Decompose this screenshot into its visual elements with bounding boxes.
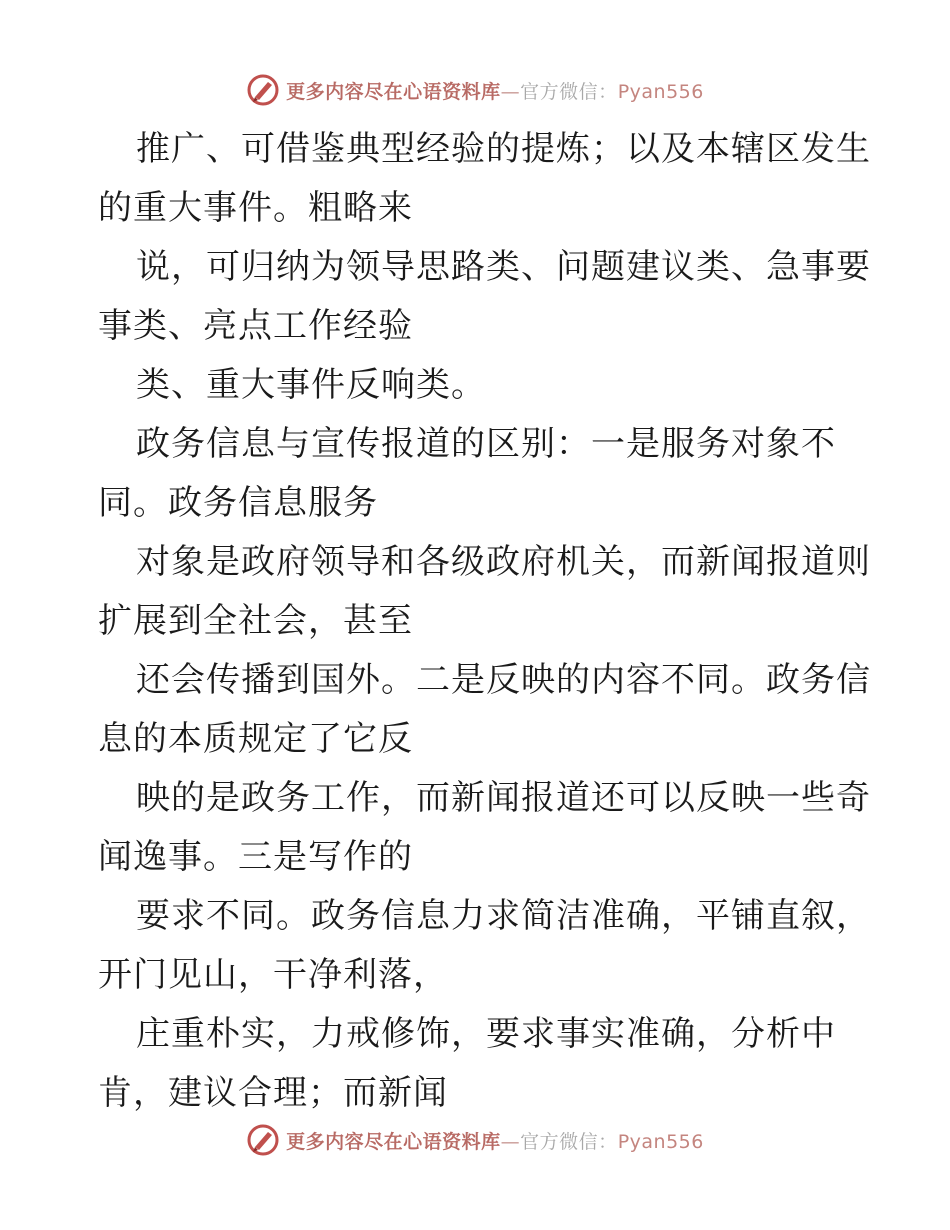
pen-logo-icon [246,73,280,107]
body-line: 扩展到全社会，甚至 [98,601,413,641]
body-line: 开门见山，干净利落， [98,955,448,995]
watermark-sub: 官方微信： [520,1130,618,1153]
body-line: 的重大事件。粗略来 [98,188,413,228]
body-line: 息的本质规定了它反 [98,719,413,759]
body-line: 对象是政府领导和各级政府机关，而新闻报道则 [136,542,871,582]
body-line: 还会传播到国外。二是反映的内容不同。政务信 [136,660,871,700]
body-line: 说，可归纳为领导思路类、问题建议类、急事要 [136,247,871,287]
body-line: 同。政务信息服务 [98,483,378,523]
watermark-text [286,77,704,104]
body-line: 类、重大事件反响类。 [136,365,486,405]
body-line: 政务信息与宣传报道的区别：一是服务对象不 [136,424,836,464]
body-line: 事类、亮点工作经验 [98,306,413,346]
watermark-dash: — [500,80,521,103]
header-watermark [0,70,950,110]
footer-watermark [0,1120,950,1160]
watermark-sub: 官方微信： [520,80,618,103]
body-line: 闻逸事。三是写作的 [98,837,413,877]
body-line: 庄重朴实，力戒修饰，要求事实准确，分析中 [136,1014,836,1054]
pen-logo-icon [246,1123,280,1157]
watermark-id: Pyan556 [617,1130,704,1153]
document-body [98,120,871,1123]
body-line: 映的是政务工作，而新闻报道还可以反映一些奇 [136,778,871,818]
watermark-id: Pyan556 [617,80,704,103]
body-line: 推广、可借鉴典型经验的提炼；以及本辖区发生 [136,129,871,169]
watermark-text [286,1127,704,1154]
body-line: 肯，建议合理；而新闻 [98,1073,448,1113]
body-line: 要求不同。政务信息力求简洁准确，平铺直叙， [136,896,871,936]
watermark-dash: — [500,1130,521,1153]
watermark-main: 更多内容尽在心语资料库 [286,80,501,103]
watermark-main: 更多内容尽在心语资料库 [286,1130,501,1153]
